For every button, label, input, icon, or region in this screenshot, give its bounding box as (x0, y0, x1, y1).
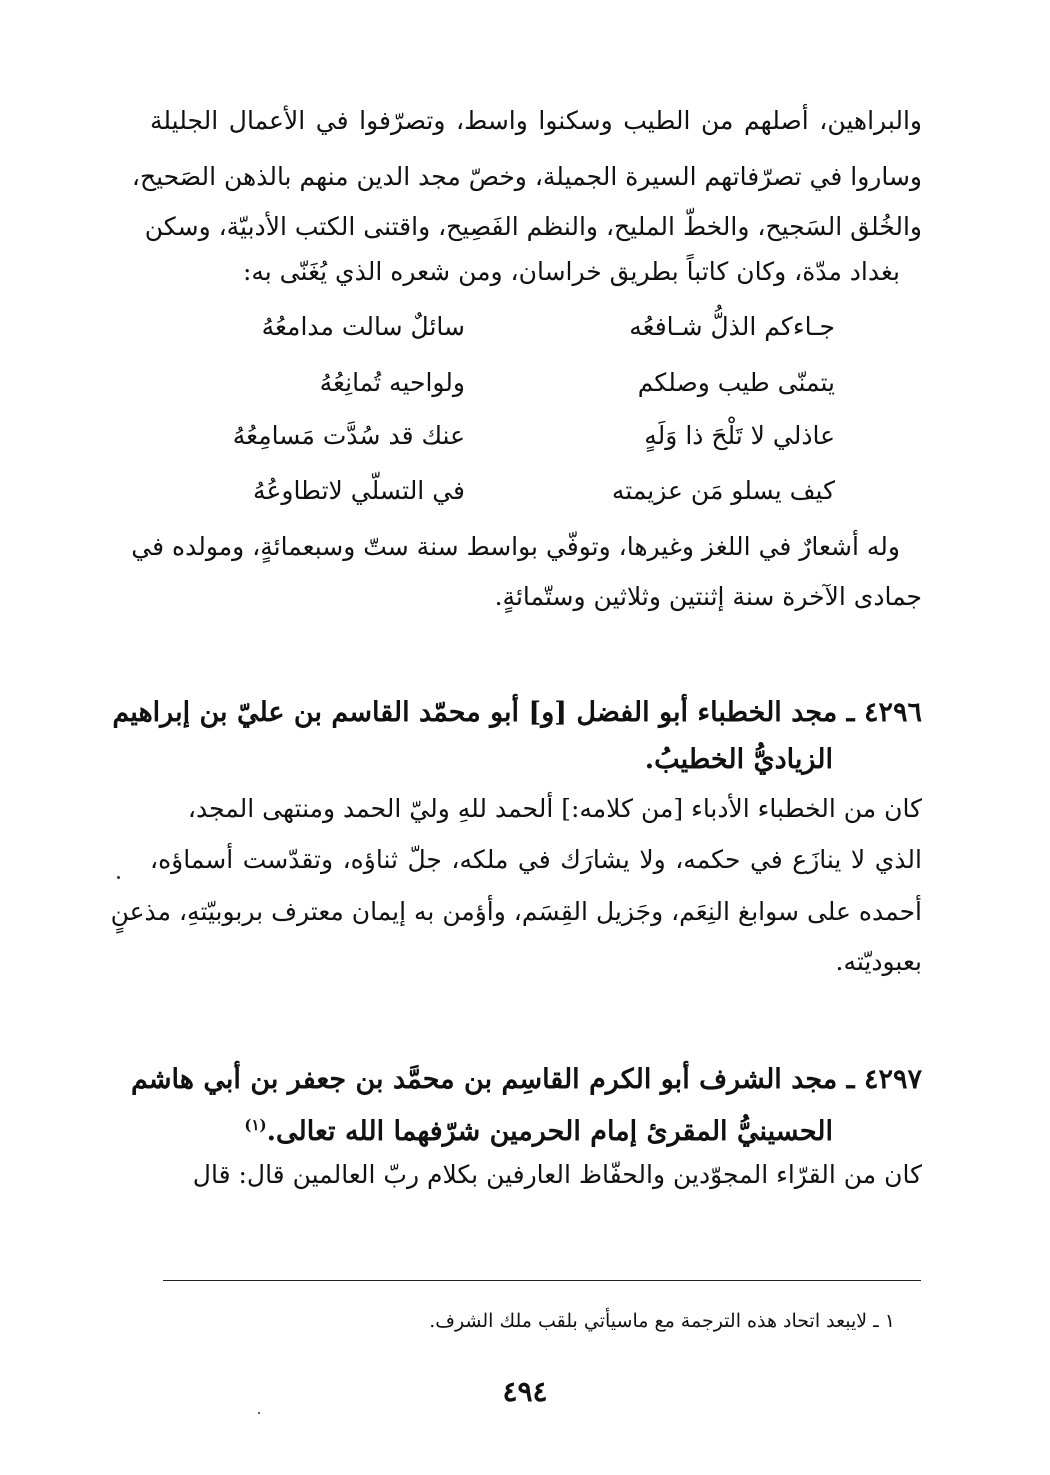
footnote-marker: (١) (244, 1116, 267, 1134)
entry-4296-heading-line-1: ٤٢٩٦ ـ مجد الخطباء أبو الفضل [و] أبو محمّد القاسم بن عليّ بن إبراهيم (112, 697, 922, 728)
entry-4296-heading-line-2: الزياديُّ الخطيبُ. (644, 744, 833, 775)
entry-4297-body-line-1: كان من القرّاء المجوّدين والحفّاظ العارفين بكلام ربّ العالمين قال: قال (192, 1160, 922, 1189)
poem-verse-4-second: في التسلّي لاتطاوعُهُ (253, 476, 465, 505)
page-number: ٤٩٤ (502, 1375, 548, 1408)
entry-4296-body-line-1: كان من الخطباء الأدباء [من كلامه:] ألحمد للهِ وليّ الحمد ومنتهى المجد، (187, 794, 922, 823)
outro-line-2: جمادى الآخرة سنة إثنتين وثلاثين وستّمائةٍ. (494, 582, 922, 611)
intro-line-1: والبراهين، أصلهم من الطيب وسكنوا واسط، وتصرّفوا في الأعمال الجليلة (150, 106, 922, 135)
poem-verse-1-first: جـاءكم الذلُّ شـافعُه (629, 312, 835, 341)
scan-speck (117, 876, 120, 879)
intro-line-4: بغداد مدّة، وكان كاتباً بطريق خراسان، ومن شعره الذي يُغَنّى به: (242, 257, 900, 286)
entry-4297-heading-text: الحسينيُّ المقرئ إمام الحرمين شرّفهما الله تعالى. (266, 1116, 833, 1147)
poem-verse-2-second: ولواحيه تُمانِعُهُ (319, 368, 465, 397)
poem-verse-3-first: عاذلي لا تَلْحَ ذا وَلَهٍ (644, 421, 835, 450)
entry-4297-heading-line-1: ٤٢٩٧ ـ مجد الشرف أبو الكرم القاسِم بن محمَّد بن جعفر بن أبي هاشم (130, 1064, 922, 1095)
poem-verse-3-second: عنك قد سُدَّت مَسامِعُهُ (232, 421, 465, 450)
intro-line-3: والخُلق السَجيح، والخطّ المليح، والنظم الفَصِيح، واقتنى الكتب الأدبيّة، وسكن (144, 212, 922, 241)
poem-verse-1-second: سائلٌ سالت مدامعُهُ (261, 312, 465, 341)
entry-4297-heading-line-2 (244, 1108, 833, 1149)
poem-verse-2-first: يتمنّى طيب وصلكم (637, 368, 835, 397)
intro-line-2: وساروا في تصرّفاتهم السيرة الجميلة، وخصّ مجد الدين منهم بالذهن الصَحيح، (131, 162, 922, 191)
outro-line-1: وله أشعارٌ في اللغز وغيرها، وتوفّي بواسط سنة ستّ وسبعمائةٍ، ومولده في (131, 532, 900, 561)
scan-speck (258, 1412, 260, 1414)
footnote-separator (163, 1280, 921, 1281)
entry-4296-body-line-4: بعبوديّته. (835, 947, 922, 976)
entry-4296-body-line-3: أحمده على سوابغ النِعَم، وجَزيل القِسَم، وأؤمن به إيمان معترف بربوبيّتهِ، مذعنٍ (110, 897, 922, 926)
footnote-text: ١ ـ لايبعد اتحاد هذه الترجمة مع ماسيأتي بلقب ملك الشرف. (429, 1310, 895, 1332)
entry-4296-body-line-2: الذي لا ينازَع في حكمه، ولا يشارَك في ملكه، جلّ ثناؤه، وتقدّست أسماؤه، (150, 845, 922, 874)
poem-verse-4-first: كيف يسلو مَن عزيمته (611, 476, 835, 505)
